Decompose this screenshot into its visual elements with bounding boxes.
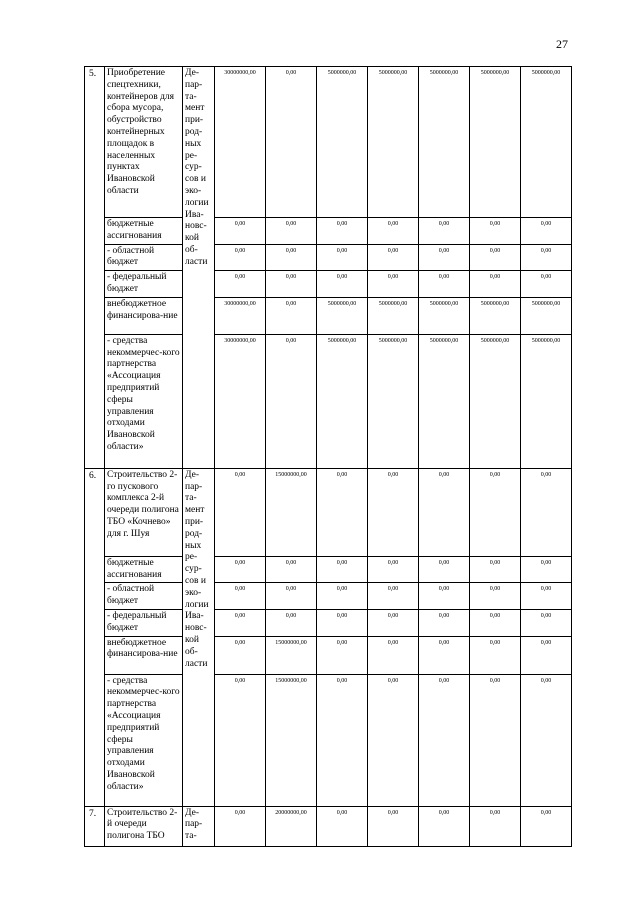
funding-value-cell: 0,00: [266, 244, 317, 271]
funding-value-cell: 0,00: [215, 556, 266, 583]
executor-cell: Де- пар- та-: [183, 806, 215, 846]
funding-value-cell: 0,00: [317, 674, 368, 806]
funding-value-cell: 15000000,00: [266, 636, 317, 674]
table-row: [85, 583, 572, 610]
funding-value-cell: 0,00: [470, 674, 521, 806]
funding-value-cell: 0,00: [266, 609, 317, 636]
item-label: бюджетные ассигнования: [105, 218, 183, 245]
executor-cell: Де- пар- та- мент при- род- ных ре- сур- сов и эко- логии Ива- новс- кой об- ласти: [183, 67, 215, 469]
funding-value-cell: 15000000,00: [266, 674, 317, 806]
funding-value-cell: 20000000,00: [266, 806, 317, 846]
funding-value-cell: 0,00: [521, 806, 572, 846]
funding-value-cell: 0,00: [419, 271, 470, 298]
item-label: - областной бюджет: [105, 244, 183, 271]
funding-value-cell: 0,00: [266, 583, 317, 610]
funding-value-cell: 0,00: [521, 636, 572, 674]
funding-value-cell: 5000000,00: [419, 297, 470, 334]
table-row: [85, 636, 572, 674]
funding-value-cell: 0,00: [317, 636, 368, 674]
funding-value-cell: 0,00: [521, 468, 572, 556]
item-label: Строительство 2-го пускового комплекса 2-й очереди полигона ТБО «Кочнево» для г. Шуя: [105, 468, 183, 556]
table-row: [85, 67, 572, 218]
funding-value-cell: 0,00: [266, 297, 317, 334]
table-row: [85, 806, 572, 846]
page-number: 27: [556, 37, 568, 51]
item-label: Приобретение спецтехники, контейнеров для сбора мусора, обустройство контейнерных площадок в населенных пунктах Ивановской области: [105, 67, 183, 218]
table-row: [85, 244, 572, 271]
item-label: бюджетные ассигнования: [105, 556, 183, 583]
funding-value-cell: 0,00: [368, 806, 419, 846]
item-label: Строительство 2-й очереди полигона ТБО: [105, 806, 183, 846]
item-label: внебюджетное финансирова-ние: [105, 636, 183, 674]
item-number: 7.: [85, 806, 105, 846]
funding-value-cell: 5000000,00: [470, 67, 521, 218]
funding-value-cell: 0,00: [368, 609, 419, 636]
funding-value-cell: 5000000,00: [317, 297, 368, 334]
funding-value-cell: 0,00: [317, 271, 368, 298]
funding-value-cell: 30000000,00: [215, 334, 266, 468]
funding-value-cell: 5000000,00: [317, 334, 368, 468]
funding-value-cell: 0,00: [470, 806, 521, 846]
funding-value-cell: 5000000,00: [470, 334, 521, 468]
funding-value-cell: 0,00: [368, 556, 419, 583]
table-row: [85, 468, 572, 556]
funding-value-cell: 5000000,00: [521, 334, 572, 468]
funding-value-cell: 0,00: [266, 556, 317, 583]
funding-value-cell: 0,00: [521, 556, 572, 583]
funding-value-cell: 5000000,00: [317, 67, 368, 218]
item-number: 5.: [85, 67, 105, 469]
funding-value-cell: 0,00: [368, 271, 419, 298]
funding-value-cell: 0,00: [419, 244, 470, 271]
funding-value-cell: 15000000,00: [266, 468, 317, 556]
funding-value-cell: 0,00: [521, 218, 572, 245]
funding-value-cell: 5000000,00: [368, 67, 419, 218]
item-label: - областной бюджет: [105, 583, 183, 610]
funding-table-container: [84, 66, 572, 847]
table-row: [85, 609, 572, 636]
funding-value-cell: 0,00: [419, 674, 470, 806]
funding-value-cell: 0,00: [419, 583, 470, 610]
funding-value-cell: 0,00: [215, 609, 266, 636]
item-number: 6.: [85, 468, 105, 806]
funding-value-cell: 0,00: [419, 806, 470, 846]
table-row: [85, 271, 572, 298]
funding-value-cell: 0,00: [215, 636, 266, 674]
funding-value-cell: 0,00: [317, 806, 368, 846]
funding-value-cell: 0,00: [317, 468, 368, 556]
funding-value-cell: 0,00: [368, 218, 419, 245]
funding-value-cell: 0,00: [215, 271, 266, 298]
table-row: [85, 218, 572, 245]
funding-value-cell: 0,00: [470, 271, 521, 298]
funding-value-cell: 0,00: [266, 334, 317, 468]
funding-value-cell: 30000000,00: [215, 297, 266, 334]
funding-value-cell: 0,00: [215, 674, 266, 806]
table-row: [85, 297, 572, 334]
item-label: - федеральный бюджет: [105, 609, 183, 636]
funding-value-cell: 0,00: [470, 583, 521, 610]
item-label: - федеральный бюджет: [105, 271, 183, 298]
item-label: - средства некоммерчес-кого партнерства «Ассоциация предприятий сферы управления отходами Ивановской области»: [105, 334, 183, 468]
funding-value-cell: 0,00: [266, 218, 317, 245]
funding-value-cell: 0,00: [215, 583, 266, 610]
funding-value-cell: 5000000,00: [368, 297, 419, 334]
funding-value-cell: 0,00: [470, 609, 521, 636]
funding-value-cell: 0,00: [521, 674, 572, 806]
funding-value-cell: 0,00: [368, 468, 419, 556]
funding-value-cell: 0,00: [317, 218, 368, 245]
funding-value-cell: 0,00: [368, 244, 419, 271]
funding-value-cell: 0,00: [470, 636, 521, 674]
funding-value-cell: 0,00: [368, 636, 419, 674]
funding-value-cell: 0,00: [419, 636, 470, 674]
funding-value-cell: 0,00: [215, 218, 266, 245]
funding-value-cell: 0,00: [266, 67, 317, 218]
funding-value-cell: 0,00: [266, 271, 317, 298]
funding-value-cell: 0,00: [368, 583, 419, 610]
funding-value-cell: 0,00: [317, 556, 368, 583]
funding-value-cell: 0,00: [419, 556, 470, 583]
funding-value-cell: 0,00: [521, 583, 572, 610]
funding-value-cell: 0,00: [470, 556, 521, 583]
funding-value-cell: 5000000,00: [470, 297, 521, 334]
funding-value-cell: 0,00: [521, 609, 572, 636]
funding-value-cell: 0,00: [317, 609, 368, 636]
table-row: [85, 334, 572, 468]
funding-value-cell: 0,00: [368, 674, 419, 806]
funding-value-cell: 5000000,00: [419, 67, 470, 218]
funding-value-cell: 5000000,00: [521, 297, 572, 334]
funding-value-cell: 0,00: [317, 244, 368, 271]
funding-value-cell: 0,00: [521, 244, 572, 271]
funding-value-cell: 0,00: [419, 468, 470, 556]
item-label: - средства некоммерчес-кого партнерства «Ассоциация предприятий сферы управления отходами Ивановской области»: [105, 674, 183, 806]
table-row: [85, 674, 572, 806]
funding-value-cell: 0,00: [317, 583, 368, 610]
item-label: внебюджетное финансирова-ние: [105, 297, 183, 334]
table-row: [85, 556, 572, 583]
funding-table: [84, 66, 572, 847]
funding-value-cell: 0,00: [470, 218, 521, 245]
executor-cell: Де- пар- та- мент при- род- ных ре- сур- сов и эко- логии Ива- новс- кой об- ласти: [183, 468, 215, 806]
funding-value-cell: 0,00: [521, 271, 572, 298]
funding-value-cell: 0,00: [470, 468, 521, 556]
funding-value-cell: 0,00: [470, 244, 521, 271]
funding-value-cell: 0,00: [419, 609, 470, 636]
funding-value-cell: 0,00: [419, 218, 470, 245]
funding-value-cell: 5000000,00: [368, 334, 419, 468]
funding-value-cell: 0,00: [215, 806, 266, 846]
funding-value-cell: 30000000,00: [215, 67, 266, 218]
funding-value-cell: 5000000,00: [521, 67, 572, 218]
funding-value-cell: 0,00: [215, 468, 266, 556]
funding-value-cell: 5000000,00: [419, 334, 470, 468]
funding-value-cell: 0,00: [215, 244, 266, 271]
